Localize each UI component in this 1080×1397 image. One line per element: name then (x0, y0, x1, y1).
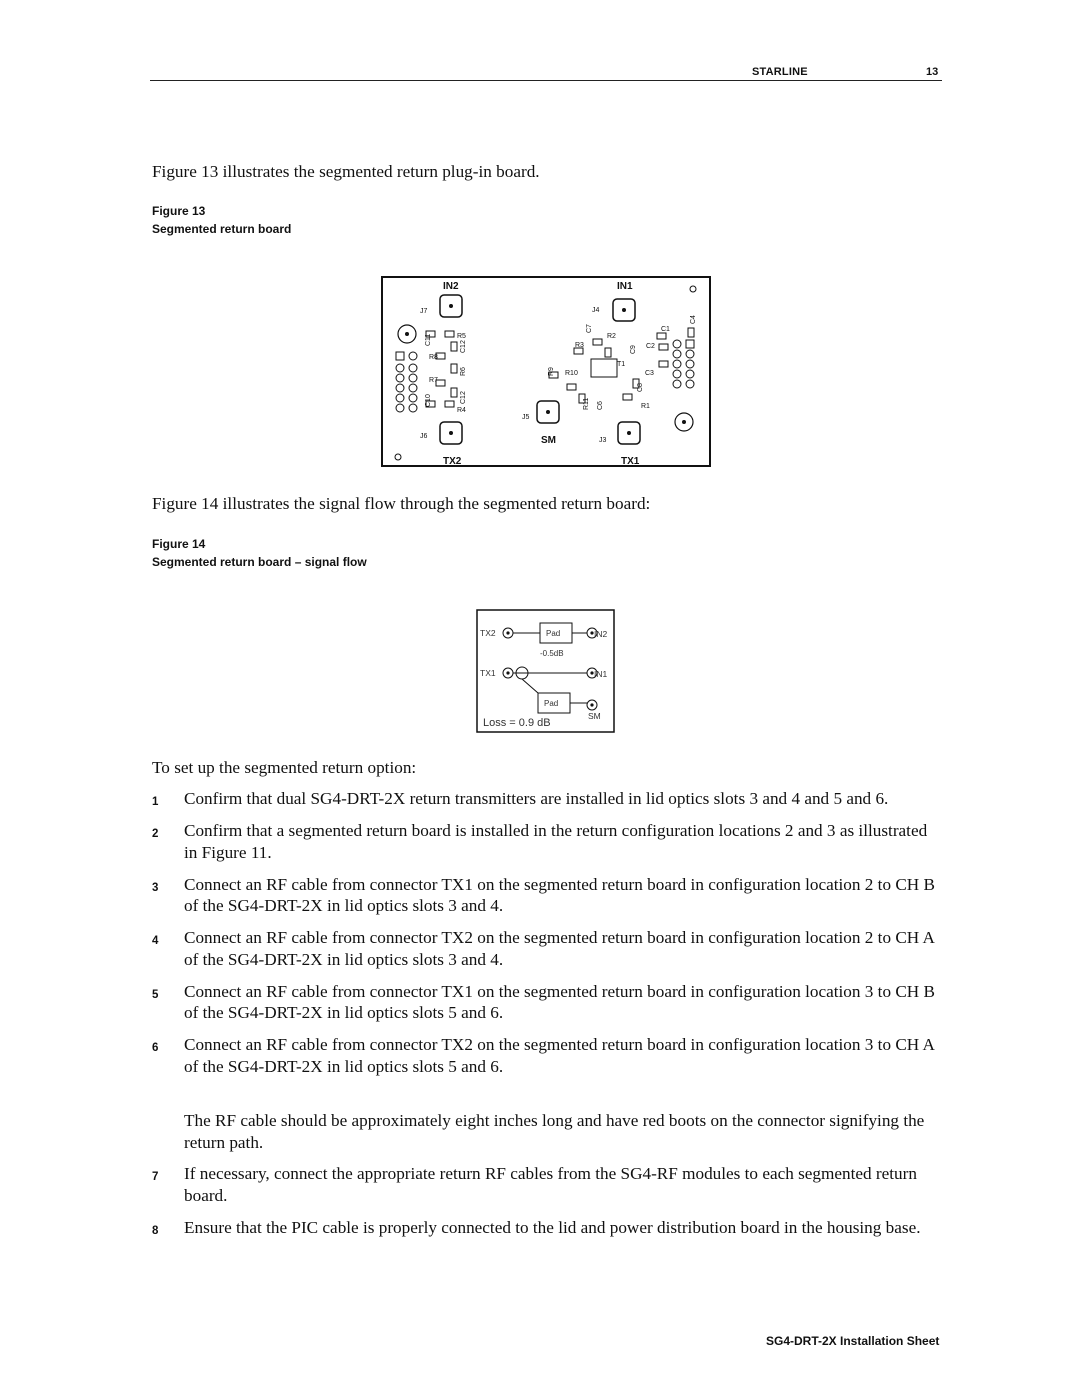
step-number: 7 (152, 1171, 159, 1183)
flow-loss: Loss = 0.9 dB (483, 717, 551, 729)
label-c7: C7 (586, 324, 593, 333)
step-number: 8 (152, 1224, 159, 1237)
label-j5: J5 (522, 414, 530, 421)
step-text: If necessary, connect the appropriate return RF cables from the SG4-RF modules to each segmented return board. (184, 1164, 917, 1205)
flow-pad-top: Pad (546, 629, 561, 638)
label-c6: C6 (597, 401, 604, 410)
step-item (152, 927, 942, 970)
step-text: Ensure that the PIC cable is properly connected to the lid and power distribution board in the housing base. (184, 1217, 921, 1237)
label-tx2: TX2 (443, 456, 462, 467)
signal-flow-diagram (476, 609, 615, 733)
figure-13-title: Segmented return board (152, 222, 292, 236)
figure-14-caption (152, 535, 367, 571)
step-text: Confirm that dual SG4-DRT-2X return transmitters are installed in lid optics slots 3 and 4 and 5 and 6. (184, 789, 889, 808)
label-in2: IN2 (443, 281, 459, 292)
label-r10: R10 (565, 370, 578, 377)
label-r7: R7 (429, 377, 438, 384)
step-number: 1 (152, 796, 159, 808)
step-text: Connect an RF cable from connector TX2 on the segmented return board in configuration location 3 to CH A of the SG4-DRT-2X in lid optics slots 5 and 6. (184, 1035, 935, 1076)
label-tx1: TX1 (621, 456, 640, 467)
step-item (152, 1217, 942, 1239)
step-number: 2 (152, 828, 159, 840)
label-r2: R2 (607, 333, 616, 340)
step-item (152, 820, 942, 863)
label-c12-bottom: C12 (460, 391, 467, 404)
setup-steps (152, 788, 942, 1088)
intro-figure-13: Figure 13 illustrates the segmented return plug-in board. (152, 162, 540, 181)
label-c1: C1 (661, 326, 670, 333)
label-c4: C4 (690, 315, 697, 324)
flow-attenuation: -0.5dB (540, 649, 564, 658)
step-item (152, 788, 942, 810)
step-text: Confirm that a segmented return board is installed in the return configuration locations 2 and 3 as illustrated in Figure 11. (184, 821, 928, 862)
header-brand: STARLINE (752, 66, 808, 78)
segmented-return-board-diagram (381, 276, 711, 467)
step-text: Connect an RF cable from connector TX2 on the segmented return board in configuration location 2 to CH A of the SG4-DRT-2X in lid optics slots 3 and 4. (184, 928, 935, 969)
figure-14-title: Segmented return board – signal flow (152, 555, 367, 569)
flow-label-in1: IN1 (594, 669, 608, 679)
label-c2: C2 (646, 343, 655, 350)
rf-cable-note: The RF cable should be approximately eight inches long and have red boots on the connector signifying the return path. (184, 1111, 925, 1152)
label-sm: SM (541, 435, 556, 446)
label-r6: R6 (460, 367, 467, 376)
step-item (152, 981, 942, 1024)
step-number: 5 (152, 988, 159, 1001)
setup-intro: To set up the segmented return option: (152, 758, 417, 777)
step-text: Connect an RF cable from connector TX1 on the segmented return board in configuration location 3 to CH B of the SG4-DRT-2X in lid optics slots 5 and 6. (184, 981, 935, 1022)
flow-label-tx2: TX2 (480, 628, 496, 638)
label-c8: C8 (637, 383, 644, 392)
label-c12-top: C12 (460, 340, 467, 353)
label-r4: R4 (457, 407, 466, 414)
flow-pad-bottom: Pad (544, 699, 559, 708)
figure-13-caption (152, 202, 291, 238)
figure-13-label: Figure 13 (152, 204, 206, 218)
intro-figure-14: Figure 14 illustrates the signal flow through the segmented return board: (152, 494, 651, 513)
label-r11: R11 (583, 397, 590, 410)
step-number: 4 (152, 935, 159, 947)
figure-14-label: Figure 14 (152, 537, 206, 551)
header-page-number: 13 (926, 66, 939, 78)
label-r8: R8 (429, 354, 438, 361)
flow-label-in2: IN2 (594, 629, 608, 639)
label-c9: C9 (630, 345, 637, 354)
label-j7: J7 (420, 308, 428, 315)
footer-document-title: SG4-DRT-2X Installation Sheet (766, 1334, 940, 1348)
flow-label-sm: SM (588, 711, 601, 721)
step-number: 6 (152, 1042, 159, 1054)
step-item (152, 1034, 942, 1077)
label-j4: J4 (592, 307, 600, 314)
step-item (152, 1163, 942, 1206)
label-c10: C10 (425, 394, 432, 407)
label-r3: R3 (575, 342, 584, 349)
label-r5: R5 (457, 333, 466, 340)
label-in1: IN1 (617, 281, 633, 292)
step-text: Connect an RF cable from connector TX1 on the segmented return board in configuration location 2 to CH B of the SG4-DRT-2X in lid optics slots 3 and 4. (184, 874, 935, 915)
label-c11: C11 (425, 333, 432, 346)
label-j6: J6 (420, 433, 428, 440)
label-c3: C3 (645, 370, 654, 377)
step-number: 3 (152, 881, 159, 894)
label-r1: R1 (641, 403, 650, 410)
header-rule (150, 80, 942, 81)
label-r9: R9 (548, 367, 555, 376)
flow-label-tx1: TX1 (480, 668, 496, 678)
label-t1: T1 (617, 361, 626, 368)
step-item (152, 874, 942, 917)
setup-steps-continued (152, 1163, 942, 1238)
label-j3: J3 (599, 437, 607, 444)
